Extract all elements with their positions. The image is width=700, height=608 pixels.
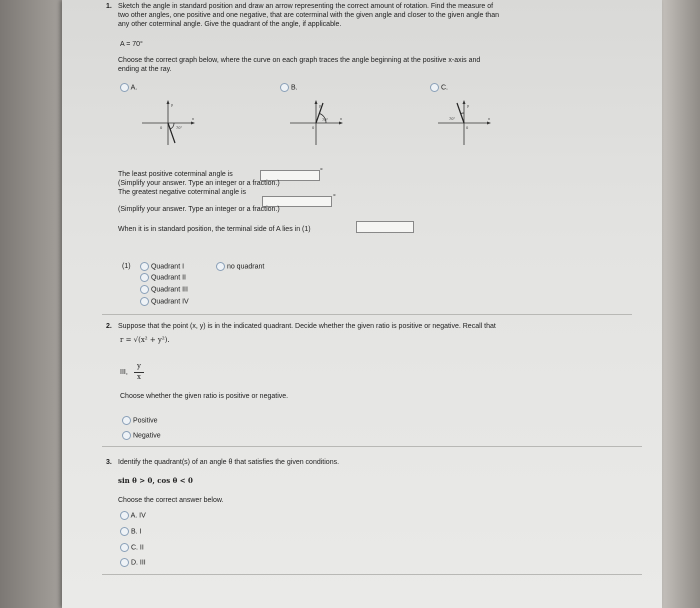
quadrant-option-3-label: Quadrant III	[150, 286, 188, 294]
q3-option-a[interactable]	[120, 511, 146, 520]
quadrant-radio-4[interactable]	[140, 297, 149, 306]
q3-radio-d[interactable]	[120, 558, 129, 567]
radio-a[interactable]	[120, 83, 129, 92]
graph-b-origin: 0	[312, 125, 315, 130]
quadrant-radio-2[interactable]	[140, 273, 149, 282]
q2-radio-negative[interactable]	[122, 431, 131, 440]
background-left	[0, 0, 70, 608]
graph-c-arc	[461, 113, 465, 114]
graph-a-ray	[168, 123, 175, 143]
q3-conditions: sin θ > 0, cos θ < 0	[118, 476, 193, 485]
terminal-side-label: When it is in standard position, the terminal side of A lies in (1)	[118, 226, 311, 233]
q1-prompt-line3: any other coterminal angle. Give the quadrant of the angle, if applicable.	[118, 21, 342, 28]
q2-ratio-numerator: y	[137, 362, 141, 370]
q2-prompt: Suppose that the point (x, y) is in the indicated quadrant. Decide whether the given ratio is positive or negative. Recall that	[118, 323, 496, 330]
graph-b-y-label: y	[319, 103, 321, 108]
graph-c-origin: 0	[466, 125, 469, 130]
q3-radio-a[interactable]	[120, 511, 129, 520]
graph-c-x-label: x	[488, 116, 490, 121]
q3-option-c[interactable]	[120, 543, 144, 552]
q2-number: 2.	[106, 323, 112, 330]
graph-c[interactable]	[434, 98, 494, 148]
radio-b[interactable]	[280, 83, 289, 92]
graph-a-x-arrow	[191, 122, 195, 125]
q3-option-d-letter: D.	[130, 559, 138, 567]
q2-part: III,	[120, 369, 128, 376]
q3-option-b-letter: B.	[130, 528, 138, 536]
q3-option-a-letter: A.	[130, 512, 138, 520]
q3-prompt: Identify the quadrant(s) of an angle θ that satisfies the given conditions.	[118, 459, 340, 466]
q1-option-c[interactable]	[430, 83, 448, 92]
q3-choose: Choose the correct answer below.	[118, 497, 224, 504]
least-positive-label: The least positive coterminal angle is	[118, 171, 233, 178]
graph-a[interactable]	[138, 98, 198, 148]
q1-number: 1.	[106, 3, 112, 10]
q2-ratio-denominator: x	[137, 373, 141, 381]
greatest-negative-label: The greatest negative coterminal angle is	[118, 189, 247, 196]
radio-c[interactable]	[430, 83, 439, 92]
q1-angle: A = 70°	[120, 41, 143, 48]
q1-option-b-label: B.	[290, 84, 298, 92]
q2-option-negative[interactable]	[122, 431, 161, 440]
graph-c-x-arrow	[487, 122, 491, 125]
divider-2	[102, 446, 642, 447]
q3-radio-c[interactable]	[120, 543, 129, 552]
simplify-hint-1: (Simplify your answer. Type an integer or a fraction.)	[118, 180, 280, 187]
degree-symbol-1: °	[320, 168, 323, 175]
no-quadrant-option[interactable]	[216, 262, 264, 271]
q2-radio-positive[interactable]	[122, 416, 131, 425]
simplify-hint-2: (Simplify your answer. Type an integer or a fraction.)	[118, 206, 280, 213]
quadrant-option-1-label: Quadrant I	[150, 263, 185, 271]
q2-option-positive-label: Positive	[132, 417, 158, 425]
graph-a-origin: 0	[160, 125, 163, 130]
q3-option-c-letter: C.	[130, 544, 138, 552]
quadrant-option-3[interactable]	[140, 285, 188, 294]
dropdown-number: (1)	[122, 263, 131, 270]
graph-a-arc	[170, 123, 174, 129]
q3-number: 3.	[106, 459, 112, 466]
q2-choose: Choose whether the given ratio is positive or negative.	[120, 393, 289, 400]
no-quadrant-radio[interactable]	[216, 262, 225, 271]
q3-option-d-value: III	[139, 559, 146, 567]
q3-radio-b[interactable]	[120, 527, 129, 536]
q3-option-b-value: I	[139, 528, 142, 536]
divider-3	[102, 574, 642, 575]
graph-b[interactable]	[286, 98, 346, 148]
graph-b-angle: 70°	[322, 117, 329, 122]
q3-option-b[interactable]	[120, 527, 141, 536]
q1-option-a-label: A.	[130, 84, 138, 92]
q3-option-c-value: II	[139, 544, 144, 552]
q1-option-a[interactable]	[120, 83, 137, 92]
q1-graph-prompt-line2: ending at the ray.	[118, 66, 172, 73]
q1-prompt-line1: Sketch the angle in standard position and draw an arrow representing the correct amount of rotation. Find the measure of	[118, 3, 494, 10]
quadrant-option-2[interactable]	[140, 273, 186, 282]
q1-option-c-label: C.	[440, 84, 448, 92]
graph-b-y-arrow	[315, 100, 318, 104]
background-right	[660, 0, 700, 608]
q2-option-positive[interactable]	[122, 416, 157, 425]
quadrant-radio-1[interactable]	[140, 262, 149, 271]
graph-c-angle: 70°	[449, 116, 456, 121]
q3-option-d[interactable]	[120, 558, 146, 567]
q2-option-negative-label: Negative	[132, 432, 161, 440]
no-quadrant-label: no quadrant	[226, 263, 265, 271]
quadrant-option-1[interactable]	[140, 262, 184, 271]
q1-prompt-line2: two other angles, one positive and one negative, that are coterminal with the given angle and closer to the given angle than	[118, 12, 499, 19]
quadrant-radio-3[interactable]	[140, 285, 149, 294]
q1-option-b[interactable]	[280, 83, 298, 92]
graph-b-x-label: x	[340, 116, 342, 121]
graph-c-y-arrow	[463, 100, 466, 104]
worksheet-page	[62, 0, 662, 608]
quadrant-option-2-label: Quadrant II	[150, 274, 186, 282]
graph-a-x-label: x	[192, 116, 194, 121]
q1-graph-prompt-line1: Choose the correct graph below, where the curve on each graph traces the angle beginning at the positive x-axis and	[118, 57, 481, 64]
quadrant-option-4-label: Quadrant IV	[150, 298, 189, 306]
graph-a-angle: 70°	[176, 125, 183, 130]
graph-a-y-arrow	[167, 100, 170, 104]
graph-a-y-label: y	[171, 102, 173, 107]
graph-c-y-label: y	[467, 103, 469, 108]
graph-b-x-arrow	[339, 122, 343, 125]
divider-1	[102, 314, 632, 315]
quadrant-option-4[interactable]	[140, 297, 189, 306]
q3-option-a-value: IV	[139, 512, 146, 520]
q2-formula: r = √(x² + y²).	[120, 336, 170, 344]
degree-symbol-2: °	[333, 194, 336, 201]
terminal-side-dropdown[interactable]	[356, 221, 414, 233]
